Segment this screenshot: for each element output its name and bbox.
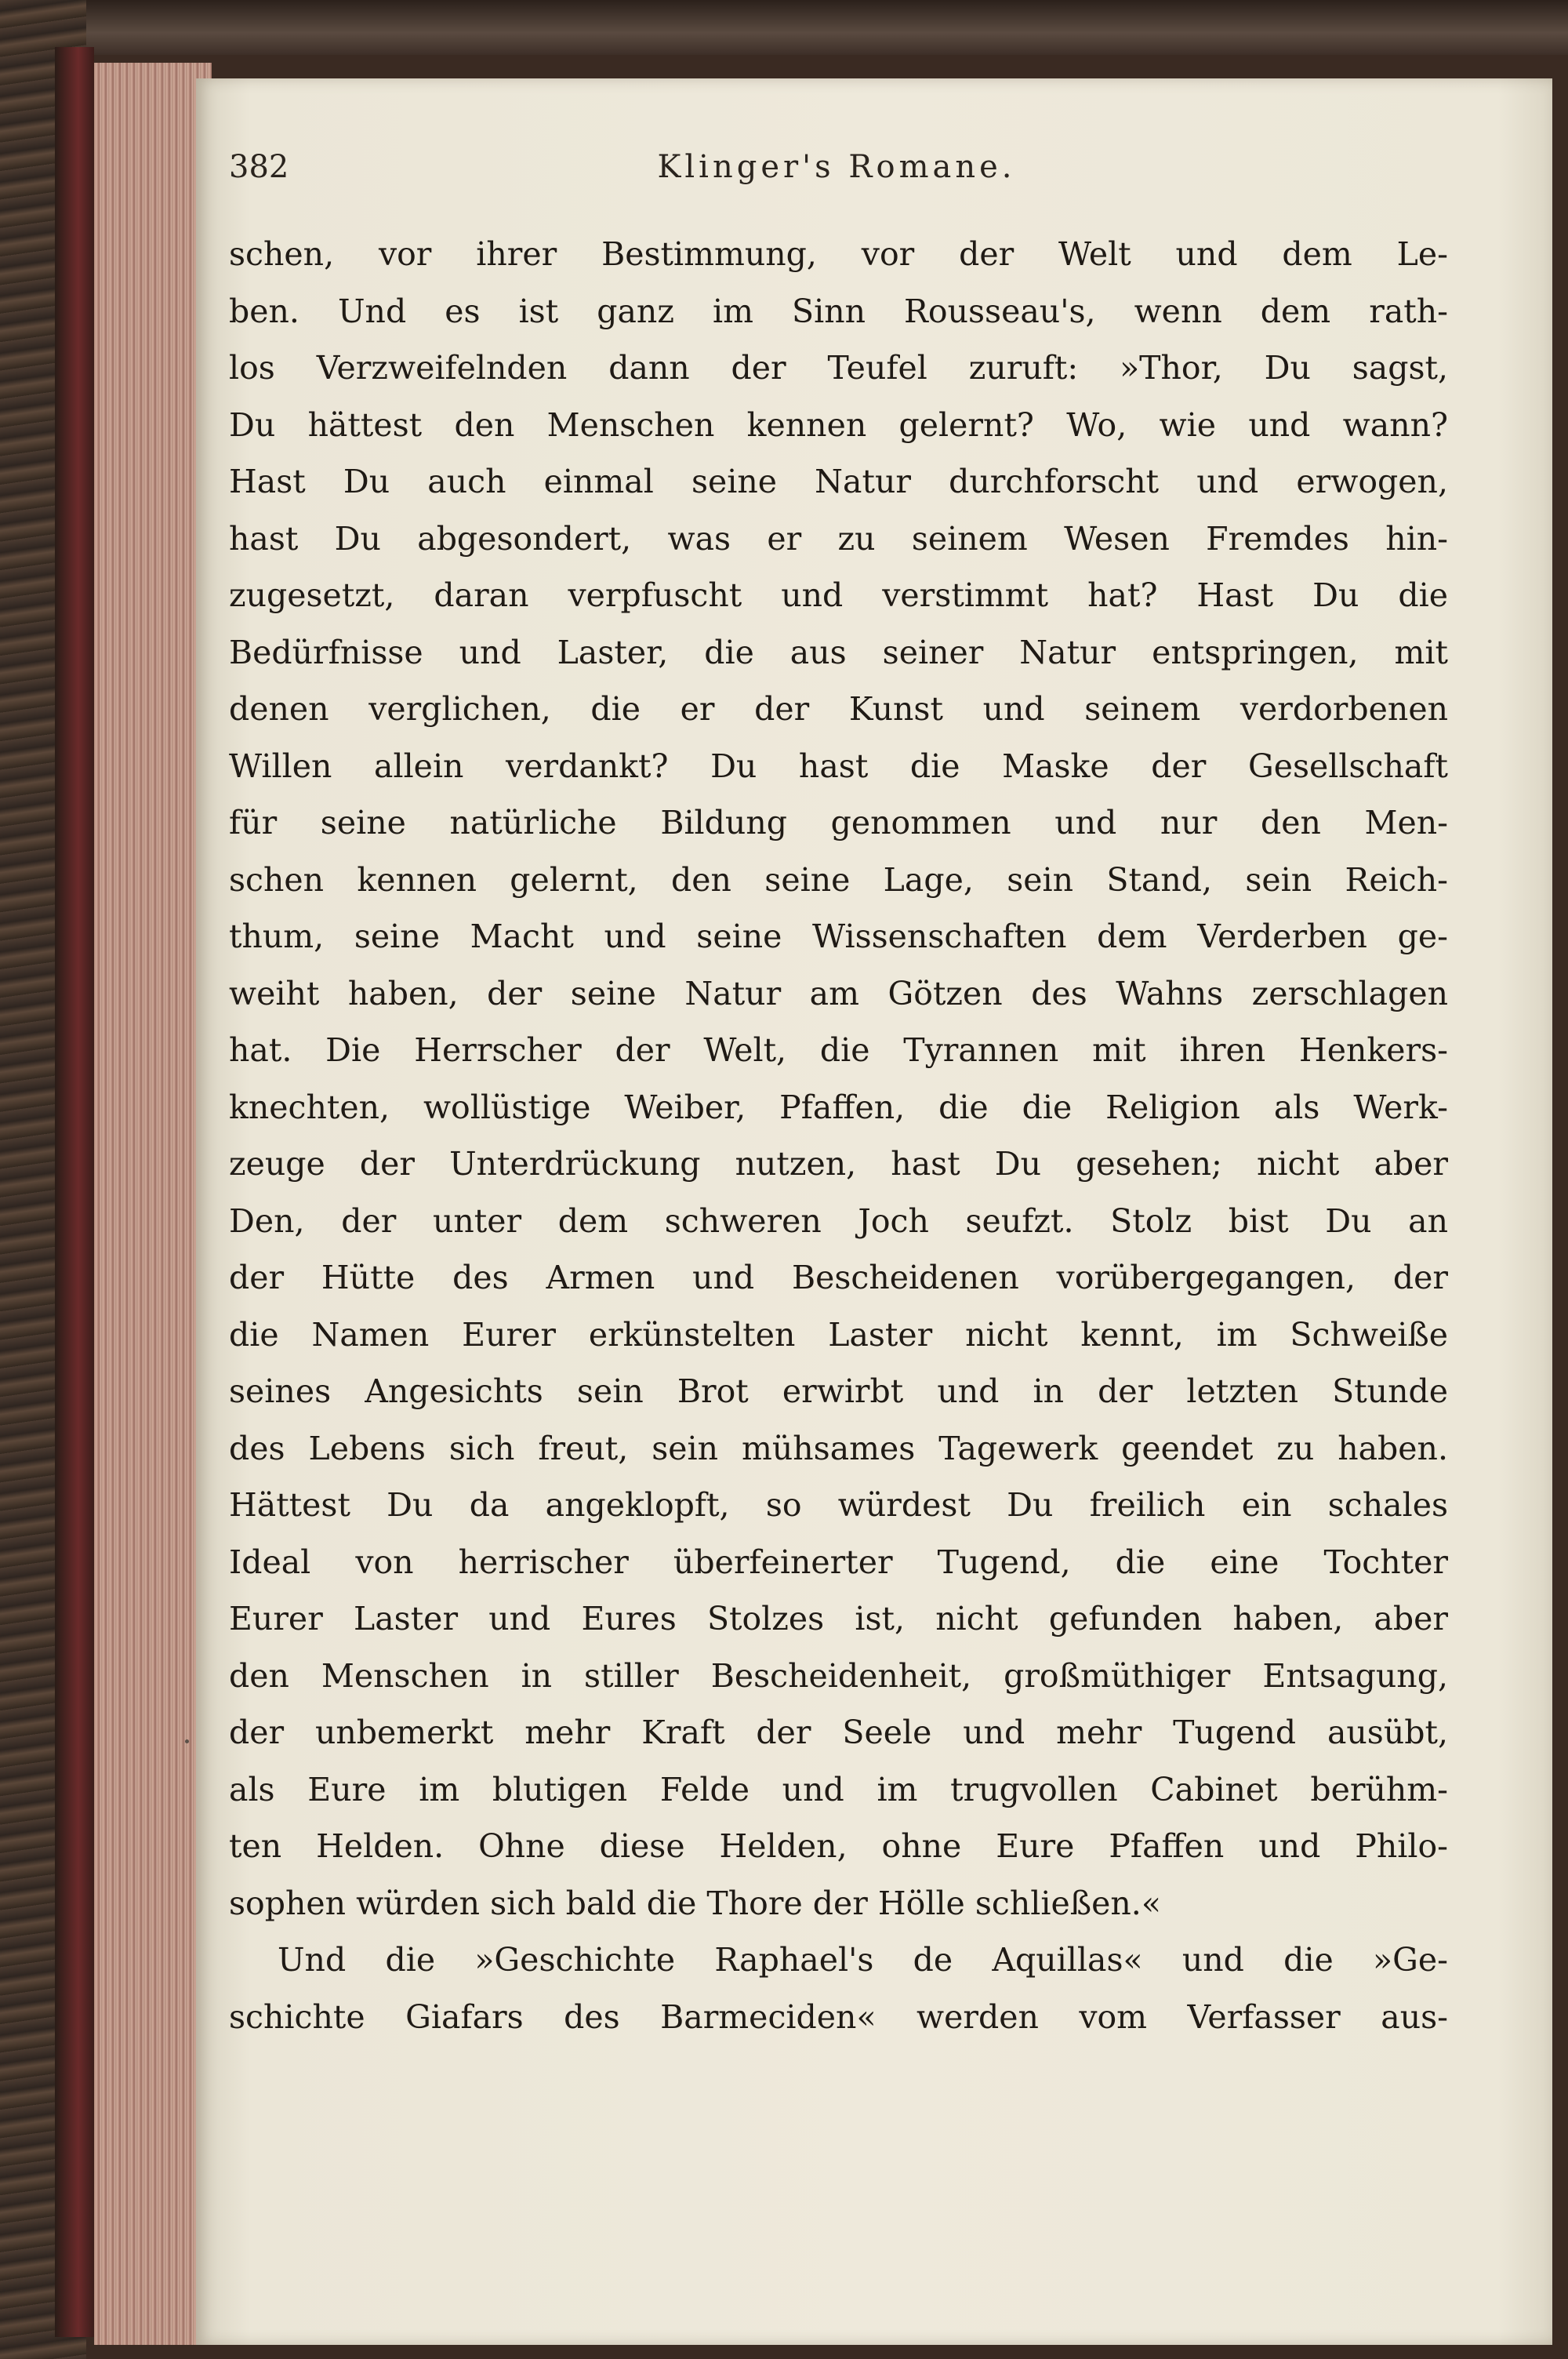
text-line: Hättest Du da angeklopft, so würdest Du freilich ein schales bbox=[229, 1486, 1448, 1524]
text-line: Du hättest den Menschen kennen gelernt? Wo, wie und wann? bbox=[229, 405, 1448, 444]
text-line: schichte Giafars des Barmeciden« werden vom Verfasser aus- bbox=[229, 1997, 1448, 2036]
text-line: Bedürfnisse und Laster, die aus seiner Natur entspringen, mit bbox=[229, 633, 1448, 671]
page-number: 382 bbox=[229, 149, 289, 185]
text-line: zeuge der Unterdrückung nutzen, hast Du gesehen; nicht aber bbox=[229, 1145, 1448, 1183]
text-line: ben. Und es ist ganz im Sinn Rousseau's, wenn dem rath- bbox=[229, 292, 1448, 330]
book-spine-edge bbox=[55, 47, 94, 2337]
text-line: knechten, wollüstige Weiber, Pfaffen, die die Religion als Werk- bbox=[229, 1088, 1448, 1126]
text-line: denen verglichen, die er der Kunst und seinem verdorbenen bbox=[229, 690, 1448, 728]
text-line: schen kennen gelernt, den seine Lage, sein Stand, sein Reich- bbox=[229, 860, 1448, 899]
text-line: thum, seine Macht und seine Wissenschaften dem Verderben ge- bbox=[229, 918, 1448, 955]
text-line: Und die »Geschichte Raphael's de Aquillas« und die »Ge- bbox=[278, 1941, 1448, 1979]
text-line: als Eure im blutigen Felde und im trugvollen Cabinet berühm- bbox=[229, 1770, 1448, 1808]
text-line: hast Du abgesondert, was er zu seinem Wesen Fremdes hin- bbox=[229, 519, 1448, 558]
text-line: Hast Du auch einmal seine Natur durchforscht und erwogen, bbox=[229, 463, 1448, 500]
text-line: des Lebens sich freut, sein mühsames Tagewerk geendet zu haben. bbox=[229, 1429, 1448, 1467]
page-stack-edges bbox=[94, 63, 212, 2345]
text-line: die Namen Eurer erkünstelten Laster nicht kennt, im Schweiße bbox=[229, 1315, 1448, 1354]
body-text bbox=[229, 226, 1448, 2045]
book-top-board bbox=[0, 0, 1568, 55]
text-line: sophen würden sich bald die Thore der Hölle schließen.« bbox=[229, 1884, 1161, 1922]
text-line: für seine natürliche Bildung genommen und nur den Men- bbox=[229, 804, 1448, 841]
text-line: seines Angesichts sein Brot erwirbt und in der letzten Stunde bbox=[229, 1372, 1448, 1410]
text-line: Ideal von herrischer überfeinerter Tugend, die eine Tochter bbox=[229, 1543, 1448, 1581]
text-line: den Menschen in stiller Bescheidenheit, großmüthiger Entsagung, bbox=[229, 1656, 1448, 1695]
running-title: Klinger's Romane. bbox=[657, 149, 1016, 185]
text-line: hat. Die Herrscher der Welt, die Tyrannen mit ihren Henkers- bbox=[229, 1031, 1448, 1069]
text-line: schen, vor ihrer Bestimmung, vor der Welt und dem Le- bbox=[229, 235, 1448, 273]
text-line: los Verzweifelnden dann der Teufel zuruft: »Thor, Du sagst, bbox=[229, 349, 1448, 387]
stray-ink-dot bbox=[185, 1739, 189, 1743]
text-line: der unbemerkt mehr Kraft der Seele und mehr Tugend ausübt, bbox=[229, 1714, 1448, 1751]
text-line: weiht haben, der seine Natur am Götzen des Wahns zerschlagen bbox=[229, 974, 1448, 1012]
text-line: Willen allein verdankt? Du hast die Maske der Gesellschaft bbox=[229, 747, 1448, 785]
text-line: Eurer Laster und Eures Stolzes ist, nicht gefunden haben, aber bbox=[229, 1600, 1448, 1637]
text-line: zugesetzt, daran verpfuscht und verstimmt hat? Hast Du die bbox=[229, 576, 1448, 614]
text-line: der Hütte des Armen und Bescheidenen vorübergegangen, der bbox=[229, 1259, 1448, 1296]
text-line: ten Helden. Ohne diese Helden, ohne Eure Pfaffen und Philo- bbox=[229, 1827, 1448, 1865]
page-header bbox=[229, 149, 1444, 196]
text-line: Den, der unter dem schweren Joch seufzt. Stolz bist Du an bbox=[229, 1201, 1448, 1240]
